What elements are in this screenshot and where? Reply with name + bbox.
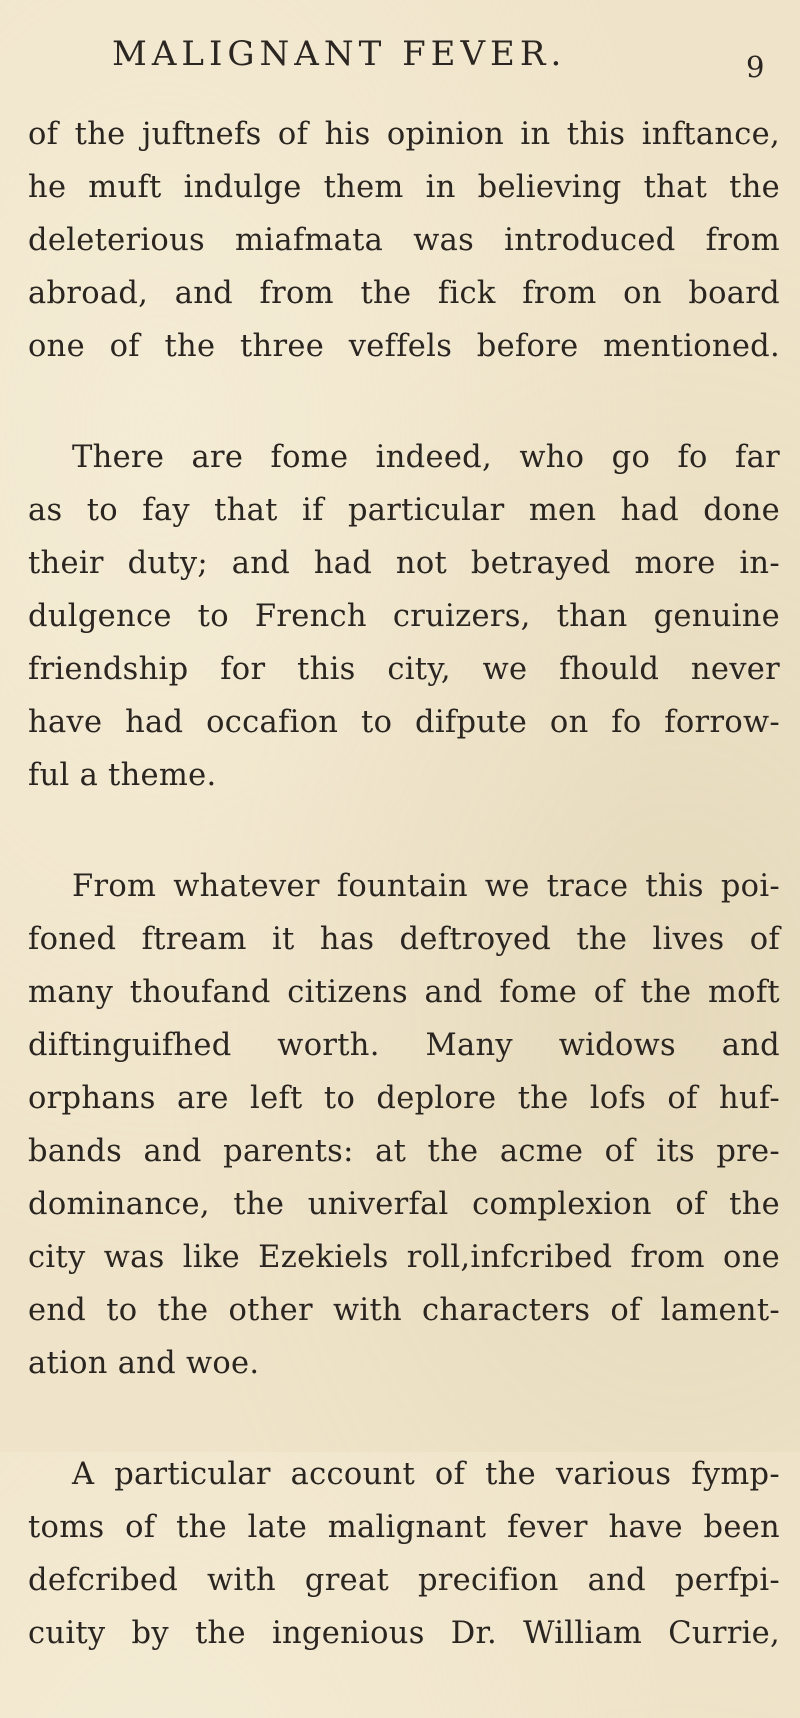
text-line: toms of the late malignant fever have been: [28, 1510, 780, 1545]
paragraph-1: [28, 108, 780, 373]
text-line: of the juftnefs of his opinion in this inftance,: [28, 117, 780, 152]
text-line: dulgence to French cruizers, than genuine: [28, 599, 780, 634]
text-line: deleterious miafmata was introduced from: [28, 223, 780, 258]
body-text: [28, 108, 780, 1718]
text-line: friendship for this city, we fhould never: [28, 652, 780, 687]
text-line: foned ftream it has deftroyed the lives of: [28, 922, 780, 957]
text-line: ation and woe.: [28, 1346, 260, 1381]
text-line: abroad, and from the fick from on board: [28, 276, 780, 311]
text-line: one of the three veffels before mentioned.: [28, 329, 780, 364]
text-line: he muft indulge them in believing that the: [28, 170, 780, 205]
text-line: orphans are left to deplore the lofs of huf-: [28, 1081, 780, 1116]
text-line: as to fay that if particular men had done: [28, 493, 780, 528]
text-line: bands and parents: at the acme of its pre-: [28, 1134, 780, 1169]
text-line: city was like Ezekiels roll,infcribed from one: [28, 1240, 780, 1275]
page-number: 9: [746, 50, 765, 84]
paragraph-4: [28, 1448, 780, 1660]
text-line: defcribed with great precifion and perfpi-: [28, 1563, 780, 1598]
paragraph-2: [28, 431, 780, 802]
text-line: cuity by the ingenious Dr. William Currie,: [28, 1616, 780, 1651]
text-line: ful a theme.: [28, 758, 217, 793]
text-line: end to the other with characters of lament-: [28, 1293, 780, 1328]
text-line: From whatever fountain we trace this poi-: [72, 869, 780, 904]
text-line: many thoufand citizens and fome of the moft: [28, 975, 780, 1010]
text-line: their duty; and had not betrayed more in-: [28, 546, 780, 581]
text-line: There are fome indeed, who go fo far: [72, 440, 780, 475]
text-line: have had occafion to difpute on fo forrow-: [28, 705, 780, 740]
text-line: dominance, the univerfal complexion of the: [28, 1187, 780, 1222]
paragraph-3: [28, 860, 780, 1390]
text-line: A particular account of the various fymp-: [72, 1457, 780, 1492]
running-title: MALIGNANT FEVER.: [112, 34, 567, 74]
text-line: diftinguifhed worth. Many widows and: [28, 1028, 780, 1063]
